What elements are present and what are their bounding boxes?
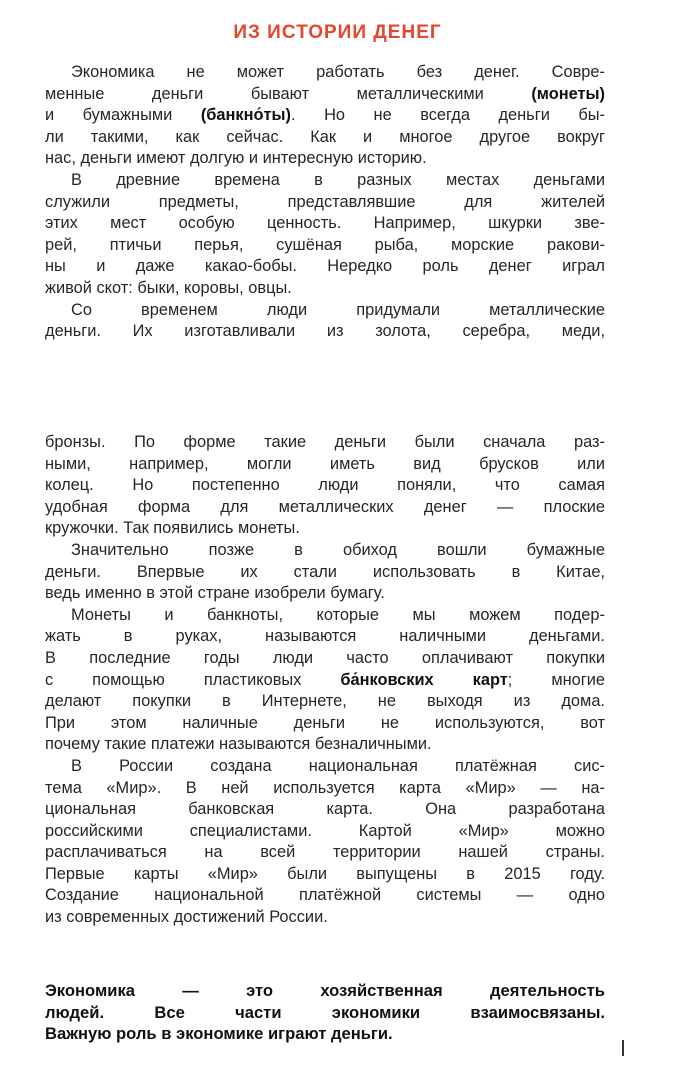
- text-line: [45, 278, 605, 300]
- text-line: [45, 321, 605, 343]
- text-run: почему такие платежи называются безналичными.: [45, 735, 432, 754]
- text-run: циональная банковская карта. Она разработана: [45, 800, 605, 819]
- text-run: расплачиваться на всей территории нашей страны.: [45, 843, 605, 862]
- text-run: нас, деньги имеют долгую и интересную историю.: [45, 149, 427, 168]
- text-line: [45, 713, 605, 735]
- margin-mark: [622, 1040, 624, 1056]
- text-line: [45, 605, 605, 627]
- text-run: менные деньги бывают металлическими: [45, 84, 532, 103]
- text-run: рей, птичьи перья, сушёная рыба, морские ракови-: [45, 235, 605, 254]
- text-run: бронзы. По форме такие деньги были сначала раз-: [45, 433, 605, 451]
- text-line: [45, 756, 605, 778]
- text-line: [45, 778, 605, 800]
- text-line: [45, 256, 605, 278]
- text-run: живой скот: быки, коровы, овцы.: [45, 278, 292, 297]
- text-block-top: [45, 62, 605, 343]
- text-run: В России создана национальная платёжная сис-: [71, 756, 605, 775]
- text-run: и бумажными: [45, 106, 201, 125]
- text-line: [45, 475, 605, 497]
- text-run: тема «Мир». В ней используется карта «Мир» — на-: [45, 778, 605, 797]
- text-line: [45, 864, 605, 886]
- text-run: Экономика не может работать без денег. Совре-: [71, 63, 605, 81]
- text-line: [45, 691, 605, 713]
- text-run: ли такими, как сейчас. Как и многое другое вокруг: [45, 127, 605, 146]
- text-line: [45, 432, 605, 454]
- text-run: из современных достижений России.: [45, 908, 328, 927]
- text-line: [45, 497, 605, 519]
- text-run: Важную роль в экономике играют деньги.: [45, 1024, 393, 1044]
- text-line: [45, 1023, 605, 1045]
- text-run: Экономика — это хозяйственная деятельность: [45, 981, 605, 1000]
- text-line: [45, 235, 605, 257]
- text-line: [45, 583, 605, 605]
- text-line: [45, 148, 605, 170]
- text-line: [45, 300, 605, 322]
- text-line: [45, 799, 605, 821]
- text-run: Монеты и банкноты, которые мы можем подер-: [71, 605, 605, 624]
- text-line: [45, 907, 605, 929]
- text-line: [45, 670, 605, 692]
- text-run: кружочки. Так появились монеты.: [45, 519, 300, 538]
- text-run: жать в руках, называются наличными деньгами.: [45, 627, 605, 646]
- text-line: [45, 127, 605, 149]
- text-line: [45, 170, 605, 192]
- text-line: [45, 213, 605, 235]
- text-run: делают покупки в Интернете, не выходя из дома.: [45, 692, 605, 711]
- text-line: [45, 105, 605, 127]
- text-line: [45, 84, 605, 106]
- text-line: [45, 540, 605, 562]
- text-line: [45, 842, 605, 864]
- bold-term: (банкно́ты): [200, 106, 292, 125]
- text-run: людей. Все части экономики взаимосвязаны.: [45, 1002, 605, 1022]
- text-run: Создание национальной платёжной системы — одно: [45, 886, 605, 905]
- text-line: [45, 648, 605, 670]
- text-line: [45, 626, 605, 648]
- text-line: [45, 562, 605, 584]
- text-run: удобная форма для металлических денег — плоские: [45, 497, 605, 516]
- text-line: [45, 1002, 605, 1024]
- text-line: [45, 518, 605, 540]
- text-line: [45, 192, 605, 214]
- text-run: Со временем люди придумали металлические: [71, 300, 605, 319]
- text-run: ; многие: [507, 670, 605, 689]
- text-run: ведь именно в этой стране изобрели бумагу.: [45, 584, 385, 603]
- text-run: этих мест особую ценность. Например, шкурки зве-: [45, 214, 605, 233]
- bold-term: ба́нковских карт: [340, 670, 508, 689]
- text-run: В последние годы люди часто оплачивают покупки: [45, 648, 605, 667]
- text-run: служили предметы, представлявшие для жителей: [45, 192, 605, 211]
- section-title: ИЗ ИСТОРИИ ДЕНЕГ: [233, 22, 442, 43]
- text-run: с помощью пластиковых: [45, 670, 341, 689]
- text-block-bottom: [45, 432, 605, 929]
- text-run: ными, например, могли иметь вид брусков или: [45, 454, 605, 473]
- text-line: [45, 821, 605, 843]
- text-run: В древние времена в разных местах деньгами: [71, 170, 605, 189]
- text-run: деньги. Впервые их стали использовать в Китае,: [45, 562, 605, 581]
- text-run: колец. Но постепенно люди поняли, что самая: [45, 476, 605, 495]
- bold-term: (монеты): [531, 84, 605, 103]
- text-line: [45, 734, 605, 756]
- text-run: ны и даже какао-бобы. Нередко роль денег играл: [45, 257, 605, 276]
- text-run: Значительно позже в обиход вошли бумажные: [71, 540, 605, 559]
- text-run: деньги. Их изготавливали из золота, серебра, меди,: [45, 322, 605, 341]
- text-run: . Но не всегда деньги бы-: [291, 106, 605, 125]
- text-line: [45, 454, 605, 476]
- text-run: российскими специалистами. Картой «Мир» можно: [45, 821, 605, 840]
- text-line: [45, 980, 605, 1002]
- summary-block: [45, 980, 605, 1045]
- text-run: Первые карты «Мир» были выпущены в 2015 году.: [45, 864, 605, 883]
- text-line: [45, 885, 605, 907]
- text-line: [45, 62, 605, 84]
- text-run: При этом наличные деньги не используются, вот: [45, 713, 605, 732]
